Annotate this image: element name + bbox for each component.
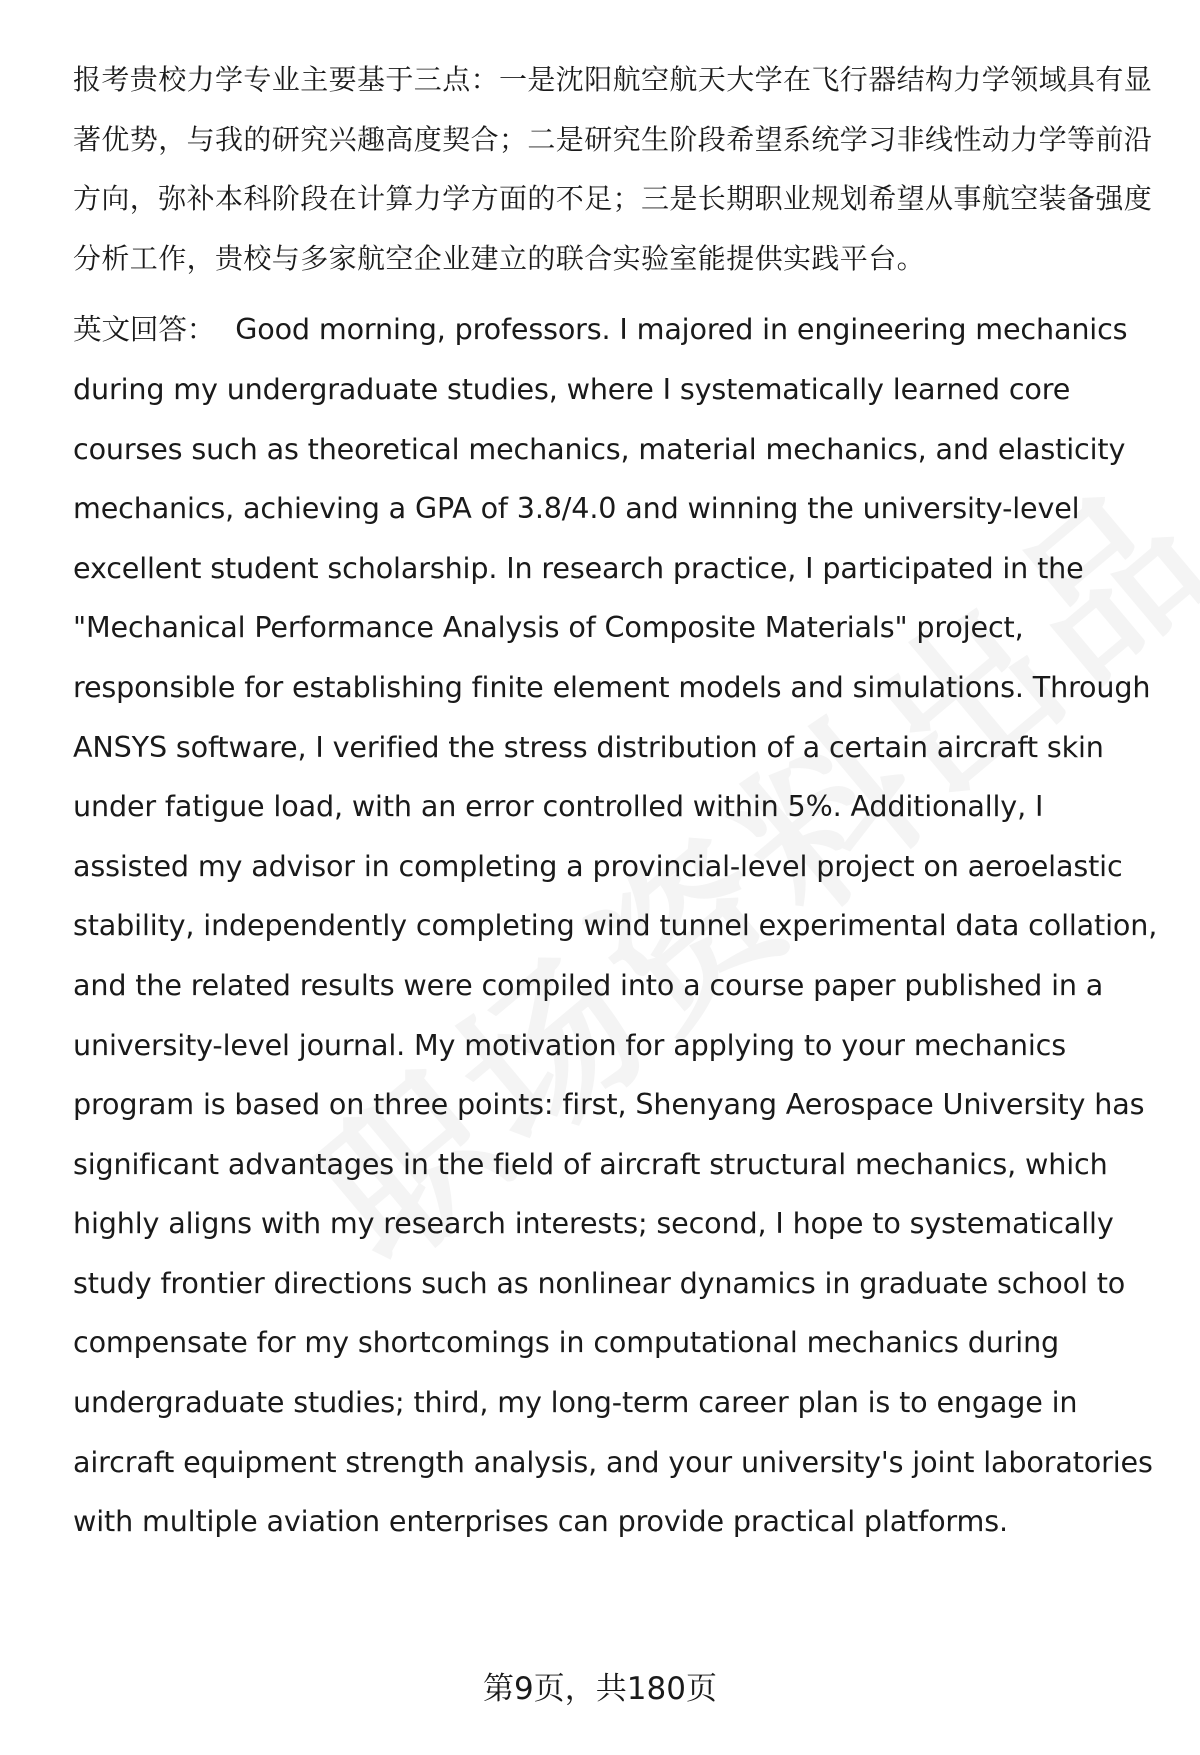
english-answer-text: Good morning, professors. I majored in engineering mechanics during my undergraduate studies, where I systematically learned core courses such as theoretical mechanics, material mechanics, and elasticity mechanics, achieving a GPA of 3.8/4.0 and winning the university-level excellent student scholarship. In research practice, I participated in the "Mechanical Performance Analysis of Composite Materials" project, responsible for establishing finite element models and simulations. Through ANSYS software, I verified the stress distribution of a certain aircraft skin under fatigue load, with an error controlled within 5%. Additionally, I assisted my advisor in completing a provincial-level project on aeroelastic stability, independently completing wind tunnel experimental data collation, and the related results were compiled into a course paper published in a university-level journal. My motivation for applying to your mechanics program is based on three points: first, Shenyang Aerospace University has significant advantages in the field of aircraft structural mechanics, which highly aligns with my research interests; second, I hope to systematically study frontier directions such as nonlinear dynamics in graduate school to compensate for my shortcomings in computational mechanics during undergraduate studies; third, my long-term career plan is to engage in aircraft equipment strength analysis, and your university's joint laboratories with multiple aviation enterprises can provide practical platforms.: [73, 312, 1158, 1539]
document-body: [73, 50, 1165, 1552]
page-number: 第9页，共180页: [483, 1671, 717, 1707]
chinese-answer-paragraph: 报考贵校力学专业主要基于三点：一是沈阳航空航天大学在飞行器结构力学领域具有显著优势，与我的研究兴趣高度契合；二是研究生阶段希望系统学习非线性动力学等前沿方向，弥补本科阶段在计算力学方面的不足；三是长期职业规划希望从事航空装备强度分析工作，贵校与多家航空企业建立的联合实验室能提供实践平台。: [73, 63, 1153, 275]
english-answer-label: 英文回答：: [73, 312, 216, 347]
english-answer-paragraph: [73, 300, 1165, 1551]
